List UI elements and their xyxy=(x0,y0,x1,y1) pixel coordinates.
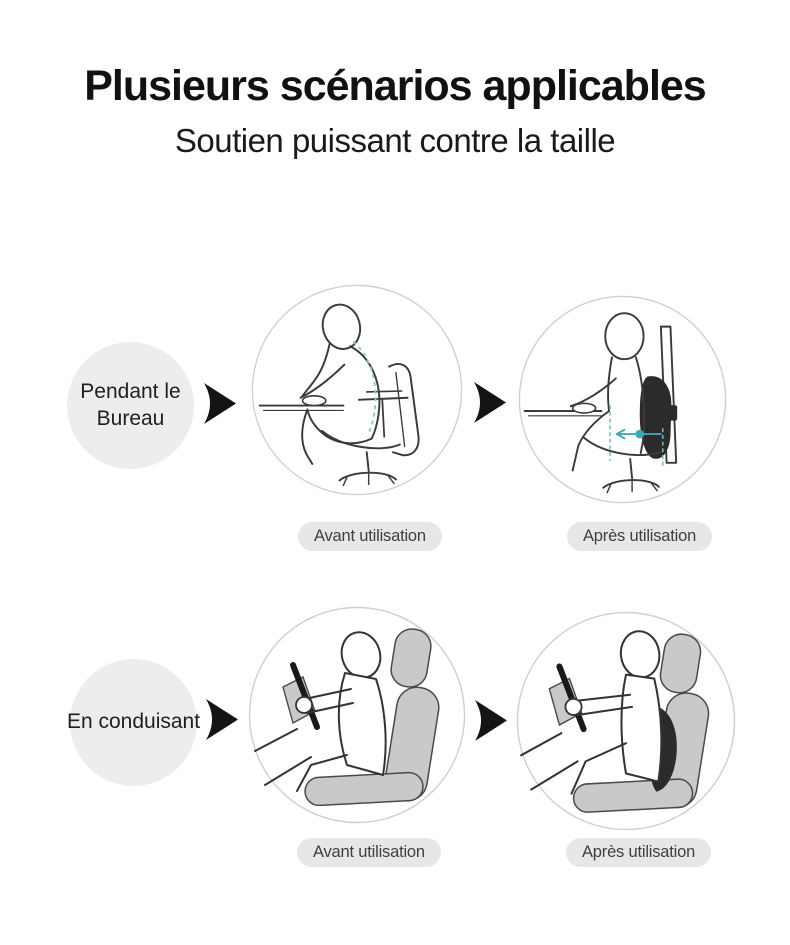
right-arrowhead-icon xyxy=(473,698,509,743)
scenario-label-driving xyxy=(66,659,201,786)
office-after-illustration xyxy=(517,294,728,505)
scenario-label-office xyxy=(67,342,194,469)
right-arrowhead-icon xyxy=(202,381,238,426)
right-arrowhead-icon xyxy=(472,380,508,425)
scenario-label-office-text: Pendant le Bureau xyxy=(80,380,181,430)
scenario-label-driving-text: En conduisant xyxy=(66,710,201,734)
badge-before-office xyxy=(298,522,442,551)
badge-after-driving-text: Après utilisation xyxy=(582,843,696,861)
badge-after-office xyxy=(567,522,712,551)
driving-after-illustration xyxy=(515,610,737,832)
office-before-illustration xyxy=(250,283,464,497)
badge-before-office-text: Avant utilisation xyxy=(314,527,426,545)
right-arrowhead-icon xyxy=(204,697,240,742)
page-title: Plusieurs scénarios applicables xyxy=(84,62,706,110)
driving-before-illustration xyxy=(247,605,467,825)
badge-before-driving-text: Avant utilisation xyxy=(313,843,425,861)
page-subtitle: Soutien puissant contre la taille xyxy=(174,122,616,159)
badge-before-driving xyxy=(297,838,441,867)
badge-after-driving xyxy=(566,838,711,867)
badge-after-office-text: Après utilisation xyxy=(583,527,697,545)
